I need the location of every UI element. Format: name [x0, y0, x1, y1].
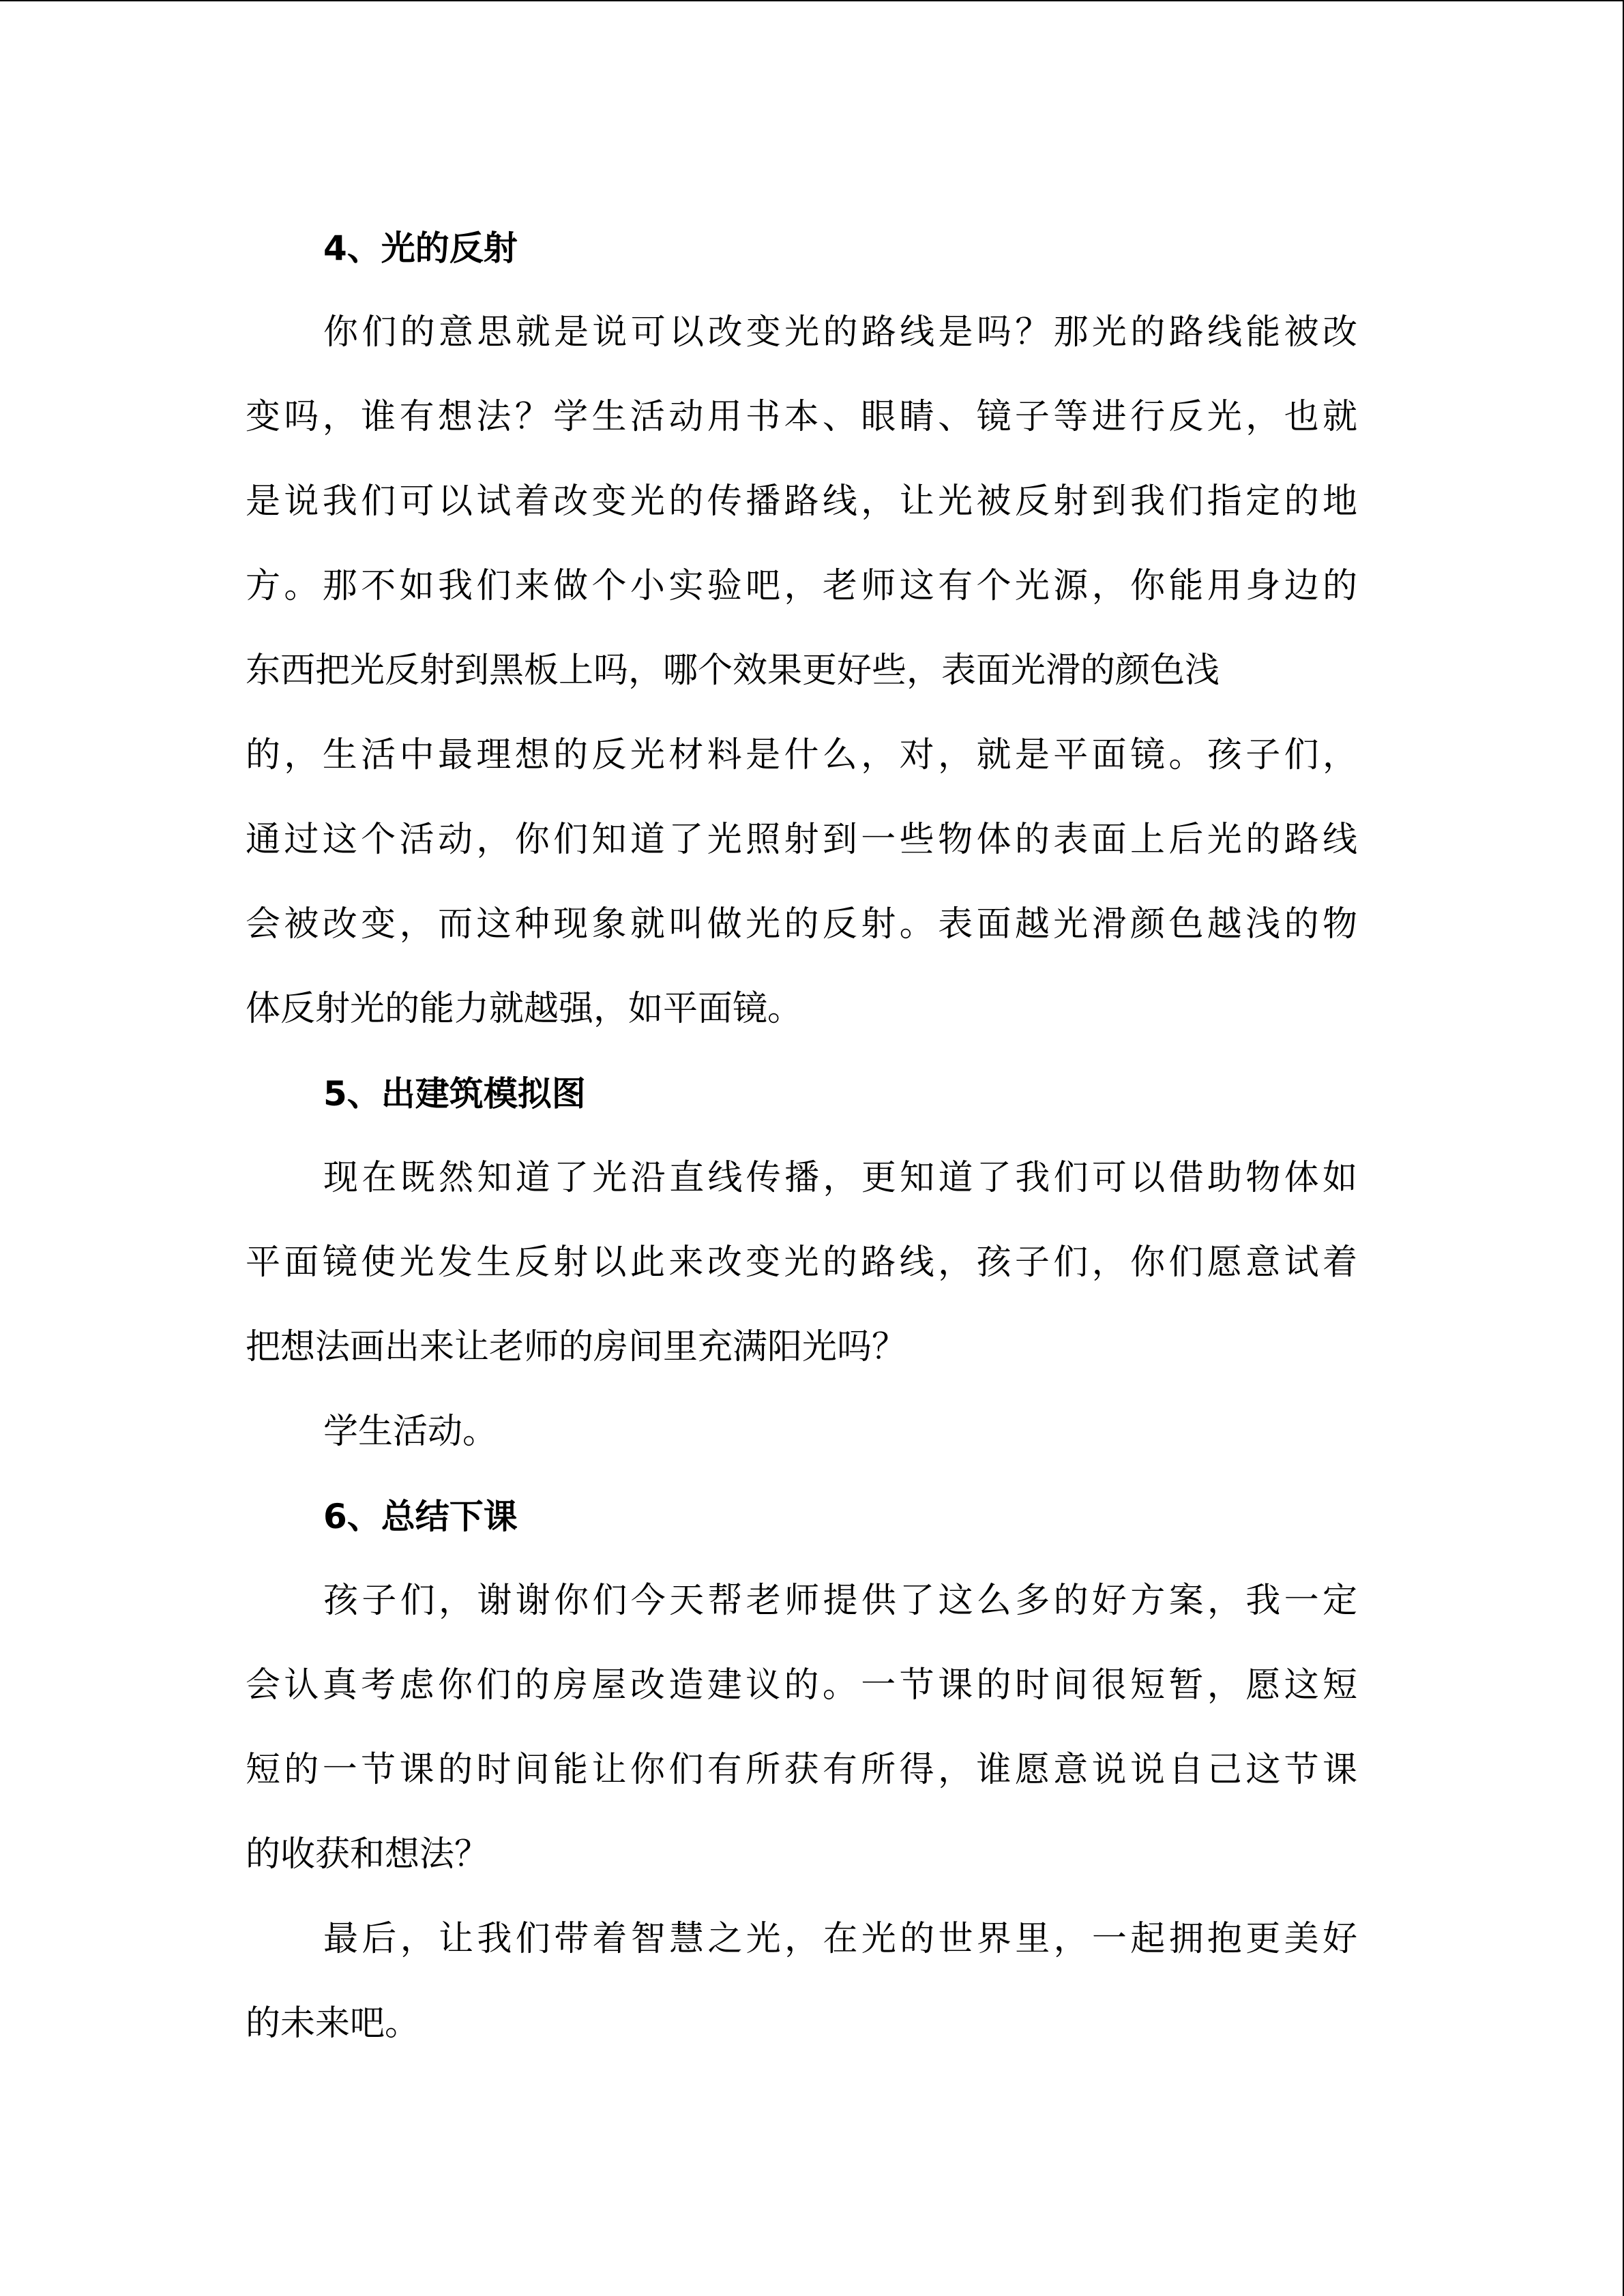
document-body — [246, 206, 1357, 2066]
section-summary — [246, 1474, 1357, 2066]
paragraph — [246, 1897, 1357, 2066]
paragraph — [246, 1559, 1357, 1897]
paragraph-line: 东西把光反射到黑板上吗，哪个效果更好些，表面光滑的颜色浅 — [246, 651, 1220, 691]
paragraph-line: 变吗，谁有想法？学生活动用书本、眼睛、镜子等进行反光，也就 — [246, 397, 1357, 437]
section-building-model — [246, 1052, 1357, 1474]
paragraph — [246, 1136, 1357, 1390]
paragraph-line: 把想法画出来让老师的房间里充满阳光吗？ — [246, 1327, 907, 1367]
section-heading: 6、总结下课 — [323, 1497, 518, 1536]
paragraph-line: 短的一节课的时间能让你们有所获有所得，谁愿意说说自己这节课 — [246, 1750, 1357, 1790]
section-light-reflection — [246, 206, 1357, 1052]
paragraph-line: 平面镜使光发生反射以此来改变光的路线，孩子们，你们愿意试着 — [246, 1242, 1357, 1283]
section-heading: 5、出建筑模拟图 — [323, 1074, 586, 1114]
paragraph-line: 孩子们，谢谢你们今天帮老师提供了这么多的好方案，我一定 — [323, 1581, 1357, 1621]
paragraph-line: 是说我们可以试着改变光的传播路线，让光被反射到我们指定的地 — [246, 481, 1357, 522]
paragraph-line: 的，生活中最理想的反光材料是什么，对，就是平面镜。孩子们， — [246, 735, 1357, 775]
paragraph-line: 体反射光的能力就越强，如平面镜。 — [246, 989, 803, 1029]
section-heading: 4、光的反射 — [323, 228, 518, 268]
paragraph-line: 通过这个活动，你们知道了光照射到一些物体的表面上后光的路线 — [246, 820, 1357, 860]
paragraph-line: 会认真考虑你们的房屋改造建议的。一节课的时间很短暂，愿这短 — [246, 1665, 1357, 1705]
paragraph-line: 的收获和想法？ — [246, 1834, 490, 1875]
paragraph-line: 现在既然知道了光沿直线传播，更知道了我们可以借助物体如 — [323, 1158, 1357, 1198]
paragraph-line: 最后，让我们带着智慧之光，在光的世界里，一起拥抱更美好 — [323, 1919, 1357, 1959]
paragraph-line: 方。那不如我们来做个小实验吧，老师这有个光源，你能用身边的 — [246, 566, 1357, 606]
paragraph — [246, 1390, 1357, 1474]
paragraph-line: 你们的意思就是说可以改变光的路线是吗？那光的路线能被改 — [323, 312, 1357, 353]
paragraph-line: 会被改变，而这种现象就叫做光的反射。表面越光滑颜色越浅的物 — [246, 904, 1357, 944]
paragraph-line: 的未来吧。 — [246, 2003, 420, 2044]
paragraph — [246, 290, 1357, 1052]
paragraph-line: 学生活动。 — [323, 1412, 498, 1452]
